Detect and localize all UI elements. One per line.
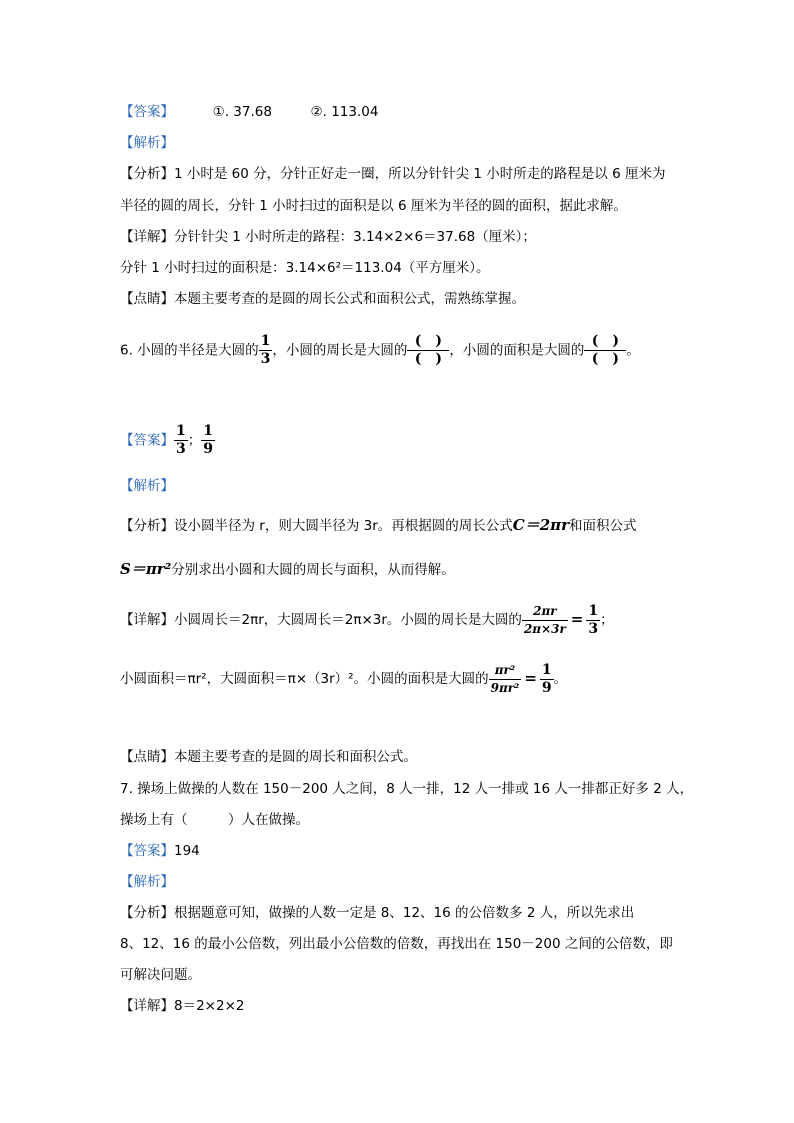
- q7-fenxi-text2: 8、12、16 的最小公倍数，列出最小公倍数的倍数，再找出在 150－200 之间的公倍数，即: [120, 936, 673, 952]
- q7-answer-row: [120, 842, 200, 860]
- q5-detail-text2: 分针 1 小时扫过的面积是：3.14×6²＝113.04（平方厘米）。: [120, 260, 490, 276]
- q6-analysis-row: [120, 477, 174, 495]
- q7-text-line2: 操场上有（ ）人在做操。: [120, 812, 309, 828]
- q5-comment-line: [120, 290, 525, 308]
- fraction-numerator: 1: [260, 333, 271, 349]
- fraction-denominator: 3: [176, 441, 186, 457]
- q6-fenxi-text-a: 设小圆半径为 r，则大圆半径为 3r。再根据圆的周长公式: [174, 518, 513, 534]
- comment-tag: 【点睛】: [120, 291, 174, 307]
- fraction-numerator: 1: [588, 602, 599, 619]
- fraction-denominator: 2π×3r: [523, 621, 566, 636]
- q6-question: [120, 333, 640, 368]
- answer-tag: 【答案】: [120, 104, 174, 120]
- fraction-numerator: 2πr: [522, 603, 568, 621]
- q6-fenxi-line1: [120, 516, 637, 535]
- q5-fenxi-line1: [120, 165, 665, 183]
- blank-numerator: ( ): [407, 333, 449, 351]
- fraction-numerator: 1: [176, 423, 186, 439]
- blank-denominator: ( ): [591, 351, 620, 367]
- q6-comment-text: 本题主要考查的是圆的周长和面积公式。: [174, 749, 417, 765]
- fraction-numerator: 1: [541, 661, 552, 678]
- q6-detail2-fraction: [489, 662, 522, 697]
- q6-text-a: 6. 小圆的半径是大圆的: [120, 342, 259, 359]
- q6-answer-separator: ；: [187, 432, 202, 449]
- q6-blank-fraction-2: [584, 333, 626, 368]
- analysis-tag: 【解析】: [120, 478, 174, 494]
- fraction-denominator: 9: [203, 441, 213, 457]
- fraction-denominator: 3: [588, 620, 599, 637]
- q6-detail1-result: [586, 603, 600, 638]
- q6-detail1-fraction: [522, 603, 568, 638]
- q7-fenxi-line3: [120, 966, 201, 984]
- q7-fenxi-text1: 根据题意可知，做操的人数一定是 8、12、16 的公倍数多 2 人，所以先求出: [174, 905, 635, 921]
- fraction-denominator: 3: [260, 351, 271, 367]
- q6-answer-row: [120, 423, 215, 458]
- q6-answer-fraction-1: [174, 423, 188, 458]
- q6-detail2-text: 小圆面积＝πr²，大圆面积＝π×（3r）²。小圆的面积是大圆的: [120, 671, 489, 687]
- fenxi-tag: 【分析】: [120, 166, 174, 182]
- q6-text-c: ，小圆的面积是大圆的: [449, 342, 585, 359]
- fenxi-tag: 【分析】: [120, 518, 174, 534]
- q6-blank-fraction-1: [407, 333, 449, 368]
- fraction-denominator: 9: [541, 679, 552, 696]
- q6-text-d: 。: [626, 342, 640, 359]
- q7-text-line1: 7. 操场上做操的人数在 150－200 人之间，8 人一排，12 人一排或 16 人一排都正好多 2 人，: [120, 781, 694, 797]
- q5-detail-line2: [120, 259, 490, 277]
- detail-tag: 【详解】: [120, 229, 174, 245]
- q6-formula-area: S＝πr²: [120, 560, 172, 578]
- comment-tag: 【点睛】: [120, 749, 174, 765]
- q7-fenxi-line1: [120, 904, 634, 922]
- q6-detail1-end: ；: [600, 612, 614, 628]
- q7-detail-text: 8＝2×2×2: [174, 998, 245, 1014]
- q6-detail2-result: [540, 662, 554, 697]
- q5-detail-line1: [120, 228, 536, 246]
- q5-answer-row: [120, 103, 378, 121]
- blank-numerator: ( ): [584, 333, 626, 351]
- q6-answer-fraction-2: [201, 423, 215, 458]
- q7-detail-line: [120, 997, 244, 1015]
- q5-answer-2: ②. 113.04: [310, 104, 379, 120]
- equals-sign: =: [570, 610, 584, 628]
- q5-answer-1: ①. 37.68: [212, 104, 272, 120]
- q5-detail-text1: 分针针尖 1 小时所走的路程：3.14×2×6＝37.68（厘米）；: [174, 229, 536, 245]
- detail-tag: 【详解】: [120, 612, 174, 628]
- q6-fraction-one-third: [259, 333, 273, 368]
- q6-formula-circumference: C＝2πr: [512, 516, 570, 534]
- q6-detail1-text: 小圆周长＝2πr，大圆周长＝2π×3r。小圆的周长是大圆的: [174, 612, 522, 628]
- q7-fenxi-line2: [120, 935, 673, 953]
- fraction-numerator: 1: [203, 423, 213, 439]
- q5-fenxi-line2: [120, 197, 627, 215]
- q7-question-line1: [120, 780, 693, 798]
- analysis-tag: 【解析】: [120, 135, 174, 151]
- q5-fenxi-text1: 1 小时是 60 分，分针正好走一圈，所以分针针尖 1 小时所走的路程是以 6 厘米为: [174, 166, 666, 182]
- q6-text-b: ，小圆的周长是大圆的: [272, 342, 408, 359]
- q6-detail-line2: [120, 660, 567, 697]
- q6-fenxi-text-b: 和面积公式: [569, 518, 637, 534]
- q6-comment-line: [120, 748, 417, 766]
- q7-question-line2: [120, 811, 309, 829]
- answer-tag: 【答案】: [120, 843, 174, 859]
- q5-fenxi-text2: 半径的圆的周长，分针 1 小时扫过的面积是以 6 厘米为半径的圆的面积，据此求解。: [120, 198, 627, 214]
- q5-comment-text: 本题主要考查的是圆的周长公式和面积公式，需熟练掌握。: [174, 291, 525, 307]
- q5-analysis-row: [120, 134, 174, 152]
- q6-fenxi-line2: [120, 560, 455, 579]
- blank-denominator: ( ): [414, 351, 443, 367]
- analysis-tag: 【解析】: [120, 874, 174, 890]
- fraction-denominator: 9πr²: [490, 680, 520, 695]
- q6-detail2-end: 。: [553, 671, 568, 687]
- q7-fenxi-text3: 可解决问题。: [120, 967, 201, 983]
- q7-answer: 194: [174, 843, 200, 859]
- q6-detail-line1: [120, 602, 614, 638]
- q7-analysis-row: [120, 873, 174, 891]
- q6-fenxi-text-c: 分别求出小圆和大圆的周长与面积，从而得解。: [171, 562, 455, 578]
- equals-sign: =: [524, 669, 537, 687]
- fenxi-tag: 【分析】: [120, 905, 174, 921]
- answer-tag: 【答案】: [120, 432, 174, 449]
- detail-tag: 【详解】: [120, 998, 174, 1014]
- fraction-numerator: πr²: [489, 662, 522, 680]
